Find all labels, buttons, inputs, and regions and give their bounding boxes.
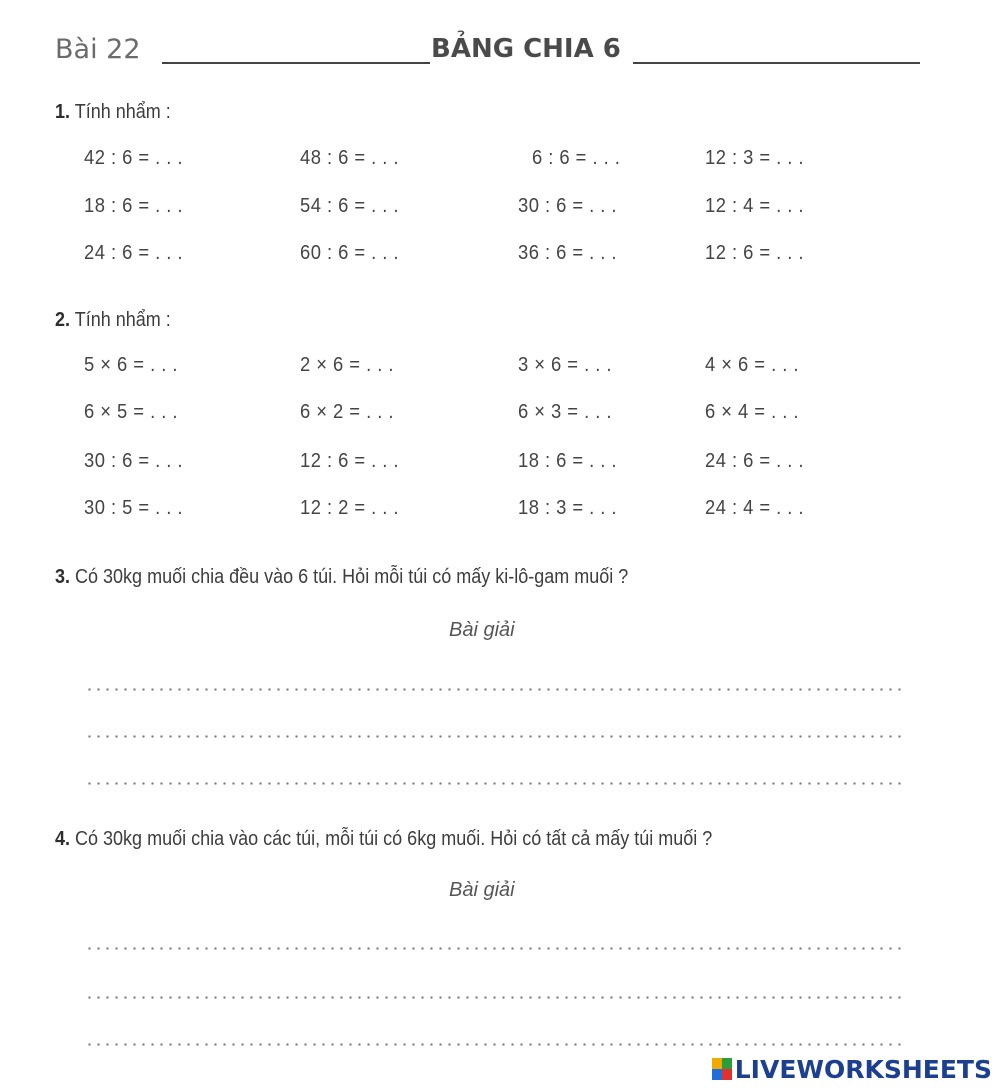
q1-cell[interactable]: 54 : 6 = . . . <box>300 195 400 217</box>
q4-answer-line[interactable] <box>85 1043 907 1046</box>
q2-cell[interactable]: 2 × 6 = . . . <box>300 354 394 376</box>
q2-cell[interactable]: 6 × 2 = . . . <box>300 401 394 423</box>
q1-cell[interactable]: 12 : 6 = . . . <box>705 242 805 264</box>
lesson-number: Bài 22 <box>55 34 141 65</box>
q1-cell[interactable]: 18 : 6 = . . . <box>84 195 184 217</box>
question-4-text: Có 30kg muối chia vào các túi, mỗi túi có 6kg muối. Hỏi có tất cả mấy túi muối ? <box>75 828 713 850</box>
q1-cell[interactable]: 48 : 6 = . . . <box>300 147 400 169</box>
liveworksheets-logo <box>712 1055 992 1083</box>
page-title: BẢNG CHIA 6 <box>431 34 621 64</box>
question-2-label: Tính nhẩm : <box>74 309 171 331</box>
q1-cell[interactable]: 60 : 6 = . . . <box>300 242 400 264</box>
q1-row-1 <box>0 147 1000 177</box>
q2-cell[interactable]: 12 : 2 = . . . <box>300 497 400 519</box>
q4-answer-line[interactable] <box>85 996 907 999</box>
q2-cell[interactable]: 12 : 6 = . . . <box>300 450 400 472</box>
q1-row-3 <box>0 242 1000 272</box>
question-3-title <box>55 566 628 589</box>
worksheet-header <box>55 30 920 70</box>
q2-cell[interactable]: 24 : 6 = . . . <box>705 450 805 472</box>
watermark-text: LIVEWORKSHEETS <box>734 1054 992 1084</box>
q1-cell[interactable]: 42 : 6 = . . . <box>84 147 184 169</box>
q4-solution-label: Bài giải <box>449 879 515 901</box>
question-4-number: 4. <box>55 828 71 850</box>
q2-cell[interactable]: 4 × 6 = . . . <box>705 354 799 376</box>
q1-cell[interactable]: 24 : 6 = . . . <box>84 242 184 264</box>
q2-cell[interactable]: 18 : 3 = . . . <box>518 497 618 519</box>
q1-cell[interactable]: 12 : 4 = . . . <box>705 195 805 217</box>
q2-cell[interactable]: 3 × 6 = . . . <box>518 354 612 376</box>
question-1-title <box>55 101 171 124</box>
q2-row-2 <box>0 401 1000 431</box>
q1-cell[interactable]: 6 : 6 = . . . <box>532 147 621 169</box>
question-1-number: 1. <box>55 101 71 123</box>
liveworksheets-icon <box>712 1058 732 1080</box>
q1-cell[interactable]: 36 : 6 = . . . <box>518 242 618 264</box>
q1-row-2 <box>0 195 1000 225</box>
q2-cell[interactable]: 24 : 4 = . . . <box>705 497 805 519</box>
question-4-title <box>55 828 712 851</box>
question-1-label: Tính nhẩm : <box>74 101 171 123</box>
q2-cell[interactable]: 30 : 6 = . . . <box>84 450 184 472</box>
question-3-text: Có 30kg muối chia đều vào 6 túi. Hỏi mỗi túi có mấy ki-lô-gam muối ? <box>75 566 629 588</box>
q2-row-1 <box>0 354 1000 384</box>
q2-cell[interactable]: 5 × 6 = . . . <box>84 354 178 376</box>
q2-cell[interactable]: 6 × 4 = . . . <box>705 401 799 423</box>
q2-cell[interactable]: 6 × 5 = . . . <box>84 401 178 423</box>
header-rule-right <box>633 62 920 64</box>
q2-cell[interactable]: 30 : 5 = . . . <box>84 497 184 519</box>
q1-cell[interactable]: 30 : 6 = . . . <box>518 195 618 217</box>
q2-row-4 <box>0 497 1000 527</box>
q3-answer-line[interactable] <box>85 688 907 691</box>
question-2-title <box>55 309 171 332</box>
q2-cell[interactable]: 18 : 6 = . . . <box>518 450 618 472</box>
q3-solution-label: Bài giải <box>449 619 515 641</box>
question-2-number: 2. <box>55 309 71 331</box>
question-3-number: 3. <box>55 566 71 588</box>
header-rule-left <box>162 62 430 64</box>
q4-answer-line[interactable] <box>85 947 907 950</box>
q3-answer-line[interactable] <box>85 782 907 785</box>
q1-cell[interactable]: 12 : 3 = . . . <box>705 147 805 169</box>
q2-cell[interactable]: 6 × 3 = . . . <box>518 401 612 423</box>
q2-row-3 <box>0 450 1000 480</box>
q3-answer-line[interactable] <box>85 735 907 738</box>
